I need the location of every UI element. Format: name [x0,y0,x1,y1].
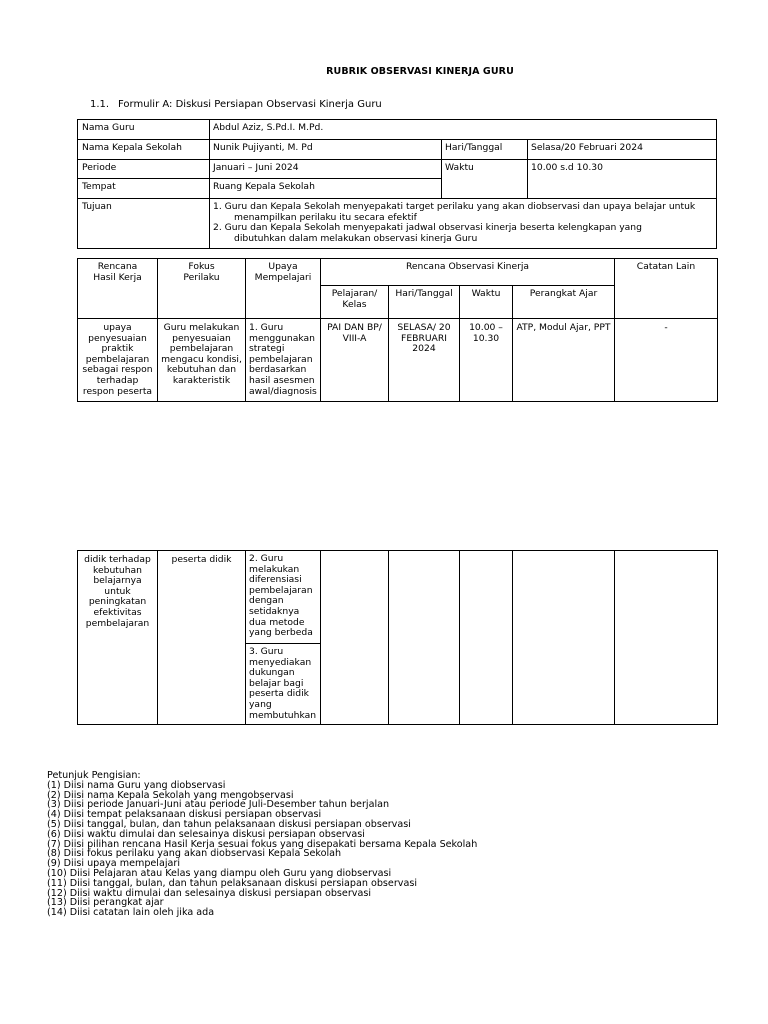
note-item: (6) Diisi waktu dimulai dan selesainya diskusi persiapan observasi [47,828,365,840]
note-item: (11) Diisi tanggal, bulan, dan tahun pelaksanaan diskusi persiapan observasi [47,877,417,889]
row1-waktu: 10.00 – 10.30 [460,319,513,402]
note-item: (3) Diisi periode Januari-Juni atau periode Juli-Desember tahun berjalan [47,799,390,811]
tempat-value: Ruang Kepala Sekolah [210,179,442,199]
row2-waktu [460,551,513,725]
tujuan-item-1: 1. Guru dan Kepala Sekolah menyepakati target perilaku yang akan diobservasi dan upaya belajar untuk menampilkan perilaku itu secara efektif [213,201,696,223]
periode-label: Periode [78,160,210,179]
note-item: (5) Diisi tanggal, bulan, dan tahun pelaksanaan diskusi persiapan observasi [47,818,411,830]
header-waktu: Waktu [460,286,513,319]
row2-fokus: peserta didik [158,551,246,725]
tujuan-value [210,199,717,249]
row2-pelajaran [321,551,389,725]
periode-value: Januari – Juni 2024 [210,160,442,179]
nama-guru-label: Nama Guru [78,120,210,140]
header-catatan: Catatan Lain [615,259,718,319]
plan-table [77,258,718,402]
hari-value: Selasa/20 Februari 2024 [528,140,717,160]
note-item: (4) Diisi tempat pelaksanaan diskusi persiapan observasi [47,809,322,821]
notes-heading: Petunjuk Pengisian: [47,770,141,781]
note-item: (1) Diisi nama Guru yang diobservasi [47,779,226,791]
row1-fokus: Guru melakukan penyesuaian pembelajaran mengacu kondisi, kebutuhan dan karakteristik [158,319,246,402]
row2-catatan [615,551,718,725]
document-title: RUBRIK OBSERVASI KINERJA GURU [326,66,514,77]
nama-guru-value: Abdul Aziz, S.Pd.I. M.Pd. [210,120,717,140]
note-item: (14) Diisi catatan lain oleh jika ada [47,907,215,919]
note-item: (8) Diisi fokus perilaku yang akan diobservasi Kepala Sekolah [47,848,342,860]
row1-hari: SELASA/ 20 FEBRUARI 2024 [389,319,460,402]
header-pelajaran: Pelajaran/ Kelas [321,286,389,319]
note-item: (13) Diisi perangkat ajar [47,897,164,909]
row1-catatan: - [615,319,718,402]
note-item: (7) Diisi pilihan rencana Hasil Kerja sesuai fokus yang disepakati bersama Kepala Sekolah [47,838,478,850]
kepsek-value: Nunik Pujiyanti, M. Pd [210,140,442,160]
note-item: (2) Diisi nama Kepala Sekolah yang mengobservasi [47,789,294,801]
row2-perangkat [513,551,615,725]
tujuan-label: Tujuan [78,199,210,249]
tempat-label: Tempat [78,179,210,199]
hari-label: Hari/Tanggal [442,140,528,160]
note-item: (12) Diisi waktu dimulai dan selesainya diskusi persiapan observasi [47,887,371,899]
header-fokus: Fokus Perilaku [158,259,246,319]
header-rencana-hasil: Rencana Hasil Kerja [78,259,158,319]
tujuan-item-2: 2. Guru dan Kepala Sekolah menyepakati jadwal observasi kinerja beserta kelengkapan yang dibutuhkan dalam melakukan observasi kinerja Guru [213,222,642,244]
row2-upaya-a: 2. Guru melakukan diferensiasi pembelajaran dengan setidaknya dua metode yang berbeda [246,551,321,644]
plan-table-continued [77,550,718,725]
section-title: Formulir A: Diskusi Persiapan Observasi Kinerja Guru [118,99,382,110]
waktu-value: 10.00 s.d 10.30 [528,160,717,199]
notes-section [47,771,477,918]
note-item: (10) Diisi Pelajaran atau Kelas yang diampu oleh Guru yang diobservasi [47,867,392,879]
row1-upaya: 1. Guru menggunakan strategi pembelajaran berdasarkan hasil asesmen awal/diagnosis [246,319,321,402]
info-table [77,119,717,249]
header-perangkat: Perangkat Ajar [513,286,615,319]
header-upaya: Upaya Mempelajari [246,259,321,319]
row1-pelajaran: PAI DAN BP/ VIII-A [321,319,389,402]
waktu-label: Waktu [442,160,528,199]
section-number: 1.1. [90,99,110,110]
row2-upaya-b: 3. Guru menyediakan dukungan belajar bagi peserta didik yang membutuhkan [246,644,321,725]
kepsek-label: Nama Kepala Sekolah [78,140,210,160]
row2-hari [389,551,460,725]
row2-rencana-hasil: didik terhadap kebutuhan belajarnya untuk peningkatan efektivitas pembelajaran [78,551,158,725]
header-rencana-obs: Rencana Observasi Kinerja [321,259,615,286]
note-item: (9) Diisi upaya mempelajari [47,858,181,870]
row1-rencana-hasil: upaya penyesuaian praktik pembelajaran sebagai respon terhadap respon peserta [78,319,158,402]
row1-perangkat: ATP, Modul Ajar, PPT [513,319,615,402]
header-hari: Hari/Tanggal [389,286,460,319]
